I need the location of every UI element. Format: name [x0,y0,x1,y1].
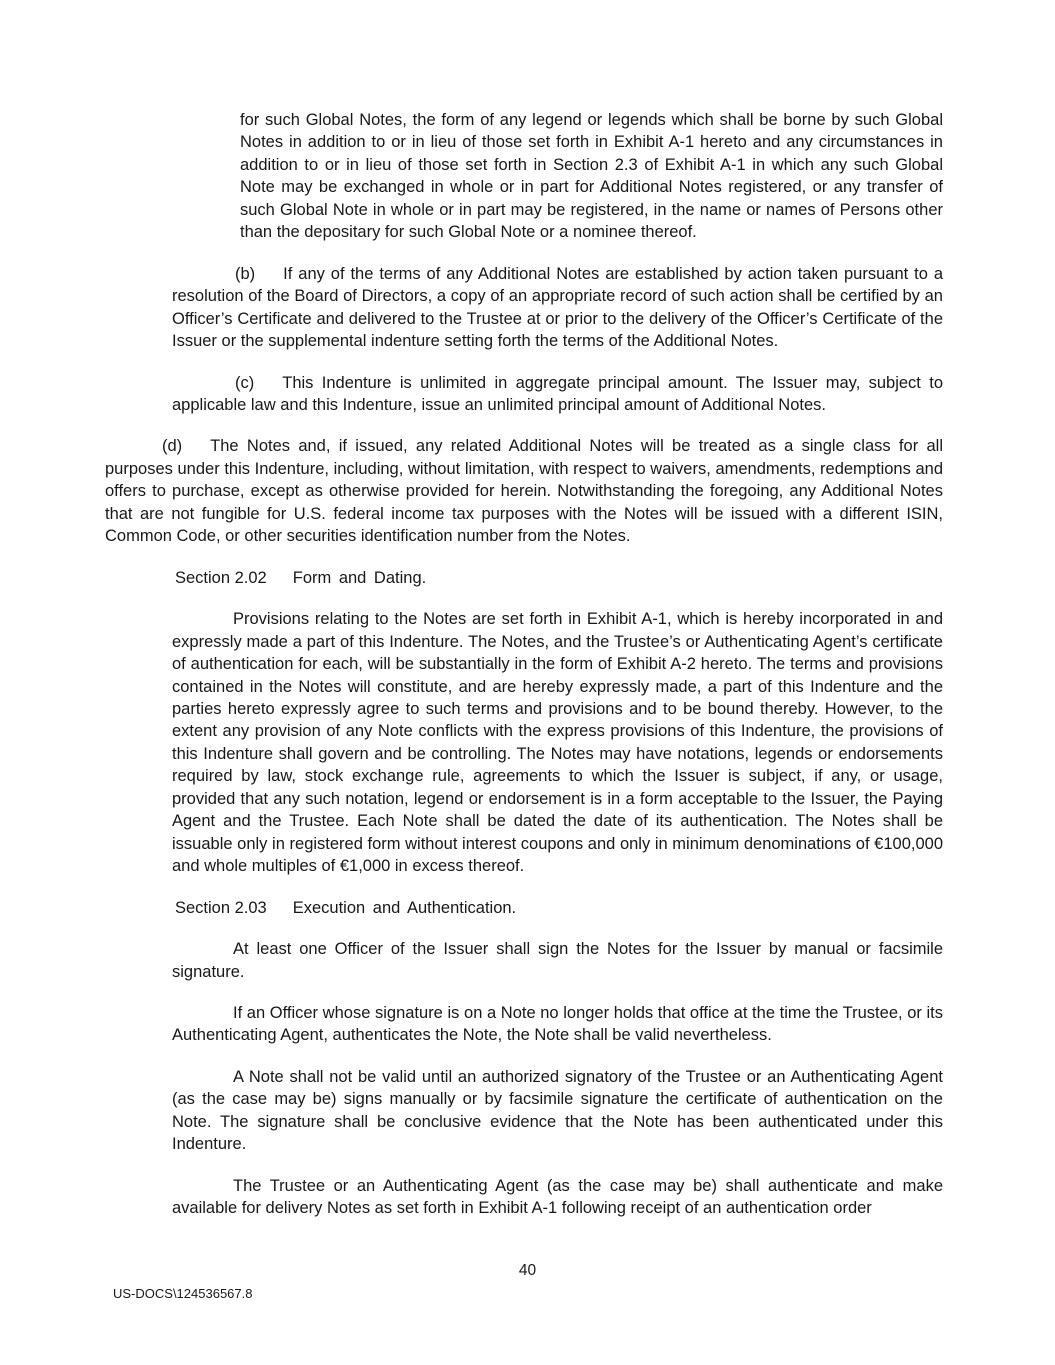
paragraph-d [105,435,943,547]
section-title: Form and Dating. [292,568,427,587]
paragraph-b [172,263,943,353]
section-heading-2-02 [175,567,943,589]
section-number: Section 2.02 [175,568,267,587]
list-label-d: (d) [162,437,183,456]
paragraph-c-text: This Indenture is unlimited in aggregate principal amount. The Issuer may, subject to applicable law and this Indenture, issue an unlimited principal amount of Additional Notes. [172,373,943,414]
section-title: Execution and Authentication. [292,898,517,917]
paragraph-note-not-valid: A Note shall not be valid until an authorized signatory of the Trustee or an Authenticating Agent (as the case may be) signs manually or by facsimile signature the certificate of authentication on the Note. The signature shall be conclusive evidence that the Note has been authenticated under this Indenture. [172,1067,943,1154]
list-label-c: (c) [235,373,255,392]
paragraph-a-continuation: for such Global Notes, the form of any legend or legends which shall be borne by such Global Notes in addition to or in lieu of those set forth in Exhibit A-1 hereto and any circumstances in addition to or in lieu of those set forth in Section 2.3 of Exhibit A-1 in which any such Global Note may be exchanged in whole or in part for Additional Notes registered, or any transfer of such Global Note in whole or in part may be registered, in the name or names of Persons other than the depositary for such Global Note or a nominee thereof. [240,111,943,242]
list-label-b: (b) [235,264,256,283]
paragraph-d-text: The Notes and, if issued, any related Additional Notes will be treated as a single class for all purposes under this Indenture, including, without limitation, with respect to waivers, amendments, redemptions and offers to purchase, except as otherwise provided for herein. Notwithstanding the foregoing, any Additional Notes that are not fungible for U.S. federal income tax purposes with the Notes will be issued with a different ISIN, Common Code, or other securities identification number from the Notes. [105,437,943,546]
paragraph-c [172,372,943,417]
page-number: 40 [518,1262,537,1279]
paragraph-trustee-authenticate: The Trustee or an Authenticating Agent (as the case may be) shall authenticate and make available for delivery Notes as set forth in Exhibit A-1 following receipt of an authentication order [172,1176,943,1218]
section-number: Section 2.03 [175,898,267,917]
paragraph-b-text: If any of the terms of any Additional Notes are established by action taken pursuant to a resolution of the Board of Directors, a copy of an appropriate record of such action shall be certified by an Officer’s Certificate and delivered to the Trustee at or prior to the delivery of the Officer’s Certificate of the Issuer or the supplemental indenture setting forth the terms of the Additional Notes. [172,264,943,351]
document-id-footer: US-DOCS\124536567.8 [113,1286,253,1301]
paragraph-form-and-dating: Provisions relating to the Notes are set forth in Exhibit A-1, which is hereby incorporated in and expressly made a part of this Indenture. The Notes, and the Trustee’s or Authenticating Agent’s certificate of authentication for each, will be substantially in the form of Exhibit A-2 hereto. The terms and provisions contained in the Notes will constitute, and are hereby expressly made, a part of this Indenture and the parties hereto expressly agree to such terms and provisions and to be bound thereby. However, to the extent any provision of any Note conflicts with the express provisions of this Indenture, the provisions of this Indenture shall govern and be controlling. The Notes may have notations, legends or endorsements required by law, stock exchange rule, agreements to which the Issuer is subject, if any, or usage, provided that any such notation, legend or endorsement is in a form acceptable to the Issuer, the Paying Agent and the Trustee. Each Note shall be dated the date of its authentication. The Notes shall be issuable only in registered form without interest coupons and only in minimum denominations of €100,000 and whole multiples of €1,000 in excess thereof. [172,610,943,876]
section-heading-2-03 [175,897,943,919]
paragraph-officer-no-longer: If an Officer whose signature is on a Note no longer holds that office at the time the Trustee, or its Authenticating Agent, authenticates the Note, the Note shall be valid nevertheless. [172,1003,943,1045]
paragraph-officer-sign: At least one Officer of the Issuer shall sign the Notes for the Issuer by manual or facsimile signature. [172,940,943,981]
